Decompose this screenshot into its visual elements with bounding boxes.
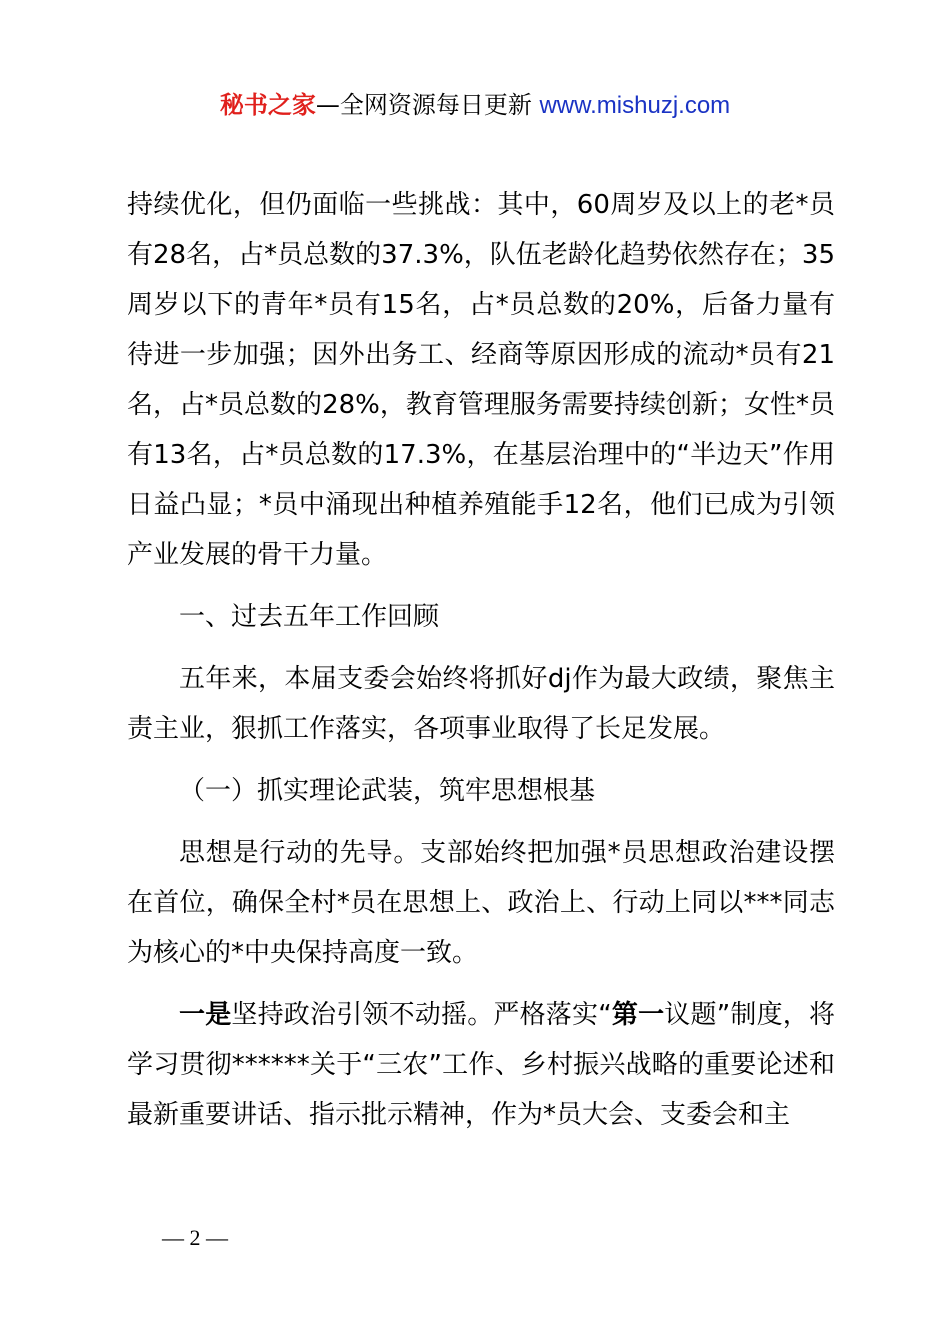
- site-header: [0, 88, 950, 123]
- site-url-link[interactable]: www.mishuzj.com: [539, 92, 731, 119]
- bold-phrase: 第一: [611, 1000, 665, 1030]
- lead-phrase: 一是: [179, 1000, 232, 1030]
- paragraph-member-statistics: 持续优化，但仍面临一些挑战：其中，60周岁及以上的老*员有28名，占*员总数的37.3%，队伍老龄化趋势依然存在；35周岁以下的青年*员有15名，占*员总数的20%，后备力量有待进一步加强；因外出务工、经商等原因形成的流动*员有21名，占*员总数的28%，教育管理服务需要持续创新；女性*员有13名，占*员总数的17.3%，在基层治理中的“半边天”作用日益凸显；*员中涌现出种植养殖能手12名，他们已成为引领产业发展的骨干力量。: [127, 190, 835, 570]
- brand-name: 秘书之家: [219, 91, 316, 119]
- paragraph-thought-guide: 思想是行动的先导。支部始终把加强*员思想政治建设摆在首位，确保全村*员在思想上、政治上、行动上同以***同志为核心的*中央保持高度一致。: [127, 838, 835, 968]
- subsection-heading-theory: （一）抓实理论武装，筑牢思想根基: [179, 776, 596, 806]
- paragraph-text-part1: 坚持政治引领不动摇。严格落实“: [231, 1000, 612, 1030]
- page-number: — 2 —: [162, 1225, 228, 1250]
- paragraph-political-guidance: [127, 990, 835, 1140]
- header-tagline: —全网资源每日更新: [315, 91, 540, 119]
- document-body: [127, 180, 835, 1140]
- section-heading-review: 一、过去五年工作回顾: [179, 602, 440, 632]
- paragraph-text-part2: 议题”制度，将学习贯彻******关于“三农”工作、乡村振兴战略的重要论述和最新重要讲话、指示批示精神，作为*员大会、支委会和主: [127, 1000, 835, 1130]
- paragraph-five-years: 五年来，本届支委会始终将抓好dj作为最大政绩，聚焦主责主业，狠抓工作落实，各项事业取得了长足发展。: [127, 664, 835, 744]
